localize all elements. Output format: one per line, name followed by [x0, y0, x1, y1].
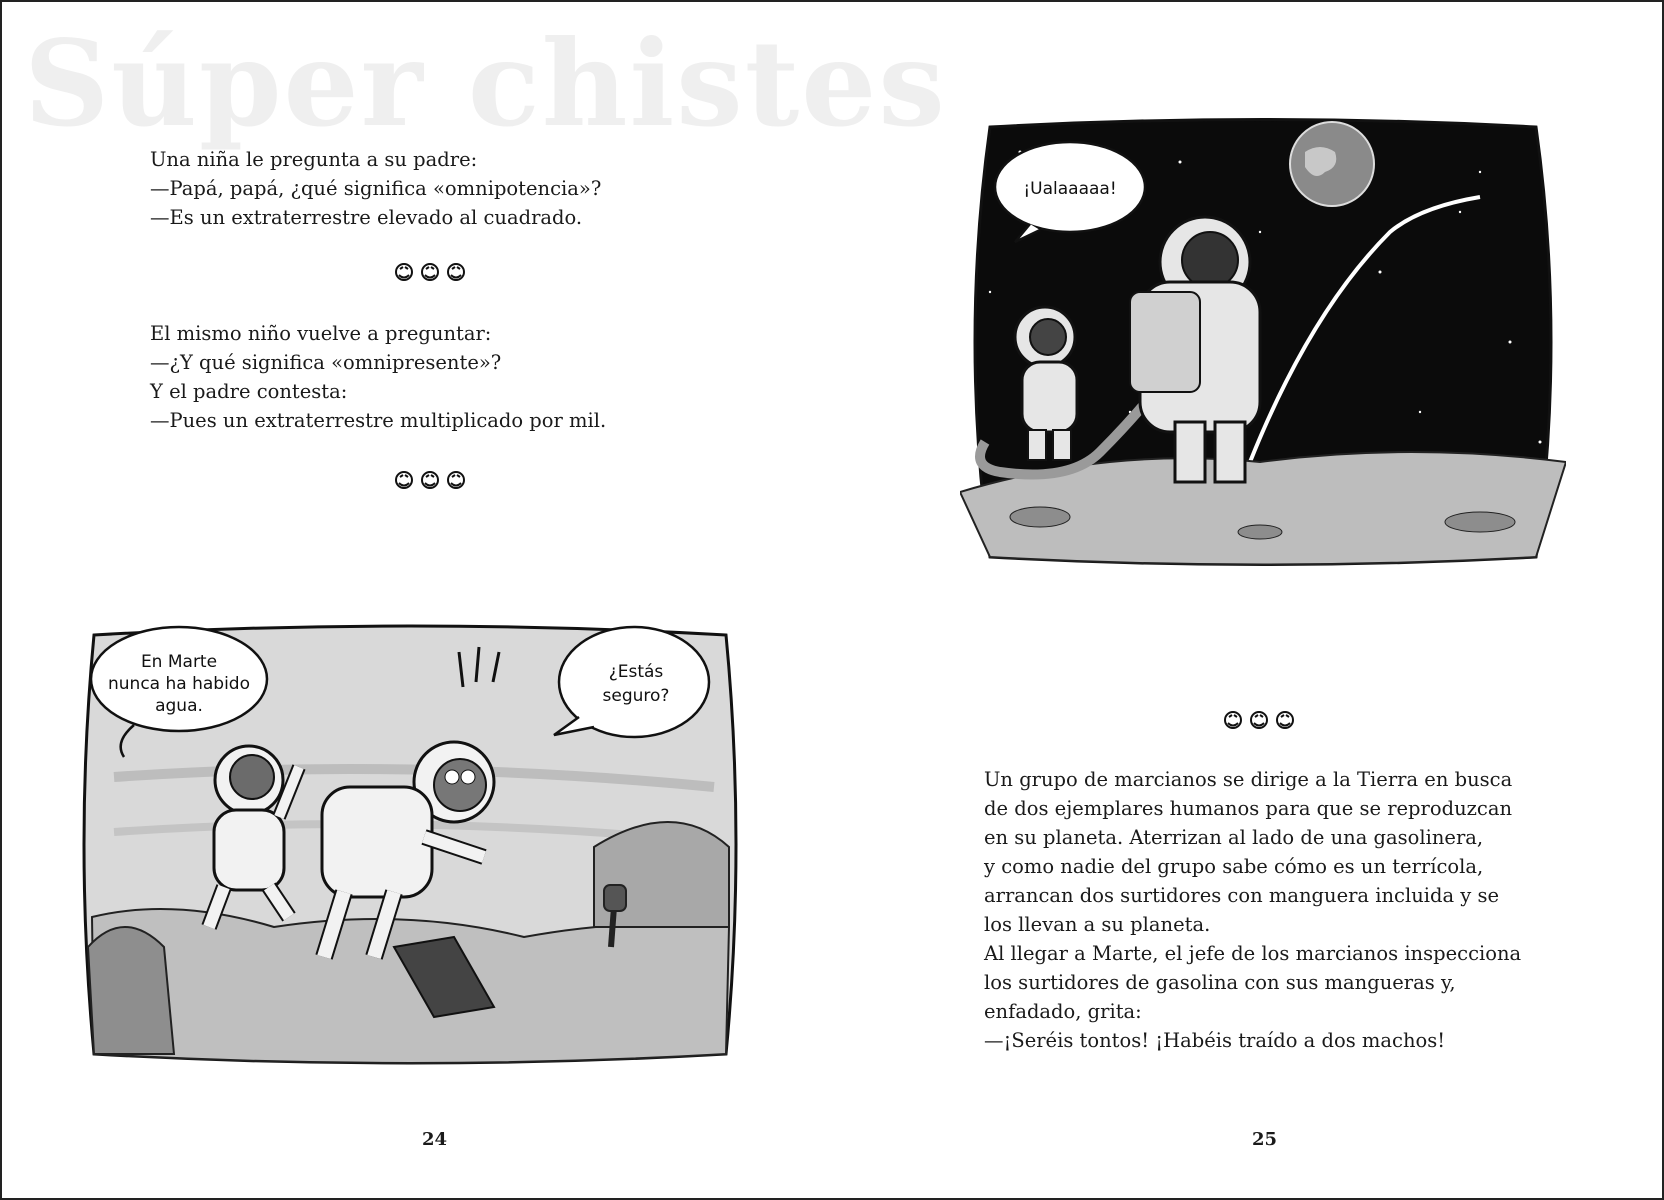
joke-line: los llevan a su planeta. [984, 913, 1211, 936]
book-title-watermark: Súper chistes [24, 14, 947, 153]
joke-line: de dos ejemplares humanos para que se reproduzcan [984, 797, 1513, 820]
bubble-right-line: seguro? [602, 686, 670, 706]
laughing-faces-icon [1219, 702, 1299, 738]
joke-line: El mismo niño vuelve a preguntar: [150, 322, 492, 345]
joke-3 [984, 765, 1521, 1055]
joke-line: —Pues un extraterrestre multiplicado por mil. [150, 409, 607, 432]
joke-1 [150, 145, 601, 232]
bubble-left-line: nunca ha habido [108, 674, 250, 694]
laughing-faces-icon [390, 254, 470, 290]
joke-line: y como nadie del grupo sabe cómo es un terrícola, [984, 855, 1484, 878]
bubble-left-line: En Marte [140, 652, 218, 672]
joke-line: Al llegar a Marte, el jefe de los marcianos inspecciona [984, 942, 1522, 965]
joke-line: —¿Y qué significa «omnipresente»? [150, 351, 502, 374]
mars-astronauts-illustration [74, 617, 746, 1072]
joke-line: —¡Seréis tontos! ¡Habéis traído a dos machos! [984, 1029, 1446, 1052]
bubble-right-line: ¿Estás [608, 662, 664, 682]
joke-line: en su planeta. Aterrizan al lado de una gasolinera, [984, 826, 1484, 849]
laughing-faces-icon [390, 462, 470, 498]
joke-line: los surtidores de gasolina con sus mangueras y, [984, 971, 1456, 994]
joke-line: arrancan dos surtidores con manguera incluida y se [984, 884, 1500, 907]
moon-astronauts-illustration [960, 112, 1566, 572]
joke-line: Y el padre contesta: [150, 380, 348, 403]
joke-line: enfadado, grita: [984, 1000, 1142, 1023]
page-number: 24 [422, 1129, 448, 1150]
joke-2 [150, 319, 606, 435]
bubble-line: ¡Ualaaaaa! [1023, 179, 1117, 199]
joke-line: Una niña le pregunta a su padre: [150, 148, 478, 171]
joke-line: —Papá, papá, ¿qué significa «omnipotencia»? [150, 177, 602, 200]
bubble-left-line: agua. [155, 696, 203, 716]
joke-line: —Es un extraterrestre elevado al cuadrado. [150, 206, 583, 229]
joke-line: Un grupo de marcianos se dirige a la Tierra en busca [984, 768, 1513, 791]
page-number: 25 [1252, 1129, 1278, 1150]
